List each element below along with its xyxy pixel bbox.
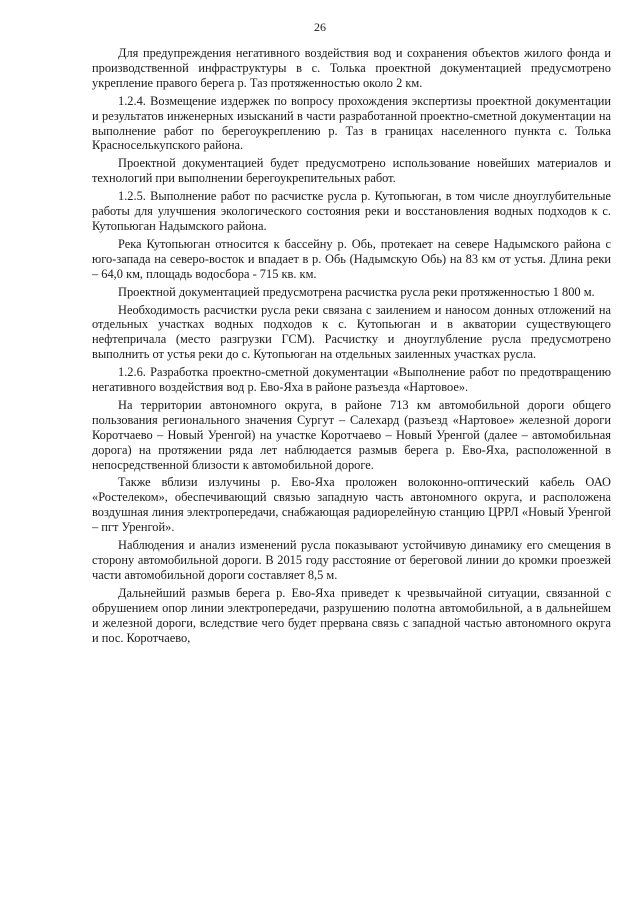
document-body [92,46,611,648]
paragraph-2: 1.2.4. Возмещение издержек по вопросу прохождения экспертизы проектной документации и результатов инженерных изысканий в части разработанной проектно-сметной документации на выполнение работ по берегоукреплению р. Таз в границах населенного пункта с. Толька Красноселькупского района. [92,93,611,153]
paragraph-9: На территории автономного округа, в районе 713 км автомобильной дороги общего пользования регионального значения Сургут – Салехард (разъезд «Нартовое» железной дороги Коротчаево – Новый Уренгой) на участке Коротчаево – Новый Уренгой (далее – автомобильная дорога) на протяжении ряда лет наблюдается размыв берега р. Ево-Яха, расположенной в непосредственной близости к автомобильной дороге. [92,397,611,472]
paragraph-10: Также вблизи излучины р. Ево-Яха проложен волоконно-оптический кабель ОАО «Ростелеком», обеспечивающий связью западную часть автономного округа, и расположена воздушная линия электропередачи, снабжающая радиорелейную станцию ЦРРЛ «Новый Уренгой – пгт Уренгой». [92,475,611,535]
paragraph-4: 1.2.5. Выполнение работ по расчистке русла р. Кутопьюган, в том числе дноуглубительные работы для улучшения экологического состояния реки и восстановления водных подходов к с. Кутопьюган Надымского района. [92,189,611,233]
paragraph-6: Проектной документацией предусмотрена расчистка русла реки протяженностью 1 800 м. [118,284,595,299]
paragraph-1: Для предупреждения негативного воздействия вод и сохранения объектов жилого фонда и производственной инфраструктуры в с. Толька проектной документацией предусмотрено укрепление правого берега р. Таз протяженностью около 2 км. [92,46,611,90]
paragraph-5: Река Кутопьюган относится к бассейну р. Обь, протекает на севере Надымского района с юго-запада на северо-восток и впадает в р. Обь (Надымскую Обь) на 83 км от устья. Длина реки – 64,0 км, площадь водосбора - 715 кв. км. [92,236,611,281]
paragraph-11: Наблюдения и анализ изменений русла показывают устойчивую динамику его смещения в сторону автомобильной дороги. В 2015 году расстояние от береговой линии до кромки проезжей части автомобильной дороги составляет 8,5 м. [92,538,611,582]
paragraph-3: Проектной документацией будет предусмотрено использование новейших материалов и технологий при выполнении берегоукрепительных работ. [92,156,611,186]
page-number: 26 [314,20,326,34]
paragraph-12: Дальнейший размыв берега р. Ево-Яха приведет к чрезвычайной ситуации, связанной с обрушением опор линии электропередачи, разрушению полотна автомобильной, а в дальнейшем и железной дороги, вследствие чего будет прервана связь с западной частью автономного округа и пос. Коротчаево, [92,585,611,645]
paragraph-7: Необходимость расчистки русла реки связана с заилением и наносом донных отложений на отдельных участках водных подходов к с. Кутопьюган и в акватории существующего нефтепричала (место разгрузки ГСМ). Расчистку и дноуглубление русла предусмотрено выполнить от устья реки до с. Кутопьюган на отдельных заиленных участках русла. [92,302,611,362]
paragraph-8: 1.2.6. Разработка проектно-сметной документации «Выполнение работ по предотвращению негативного воздействия вод р. Ево-Яха в районе разъезда «Нартовое». [92,365,611,395]
